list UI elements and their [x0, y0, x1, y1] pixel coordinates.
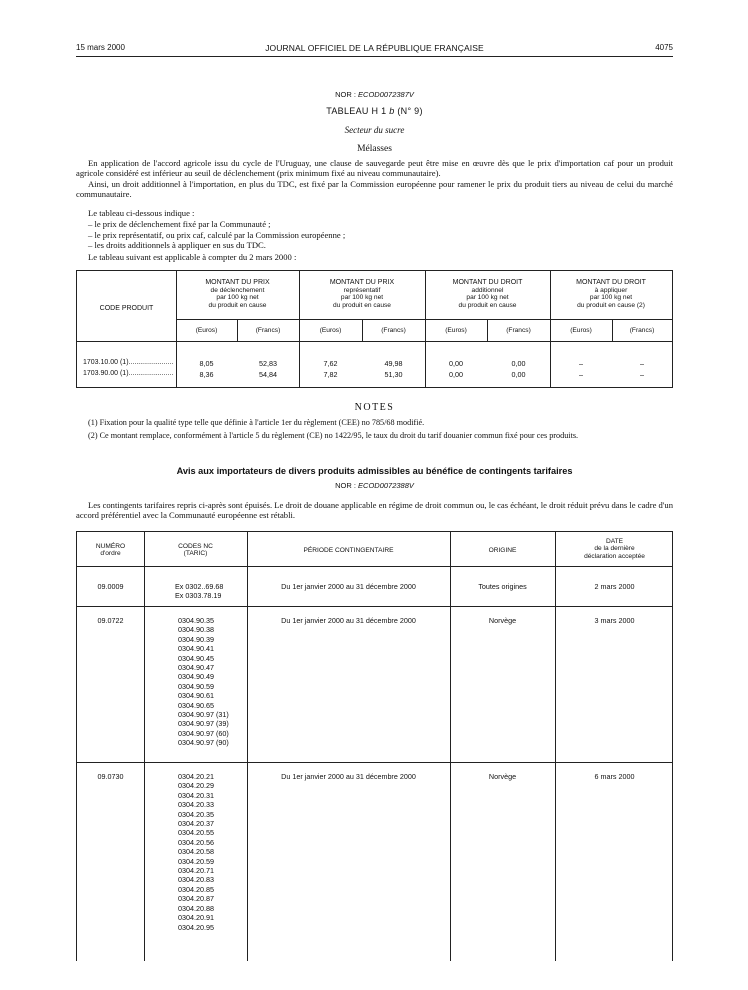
- paragraph-2: Ainsi, un droit additionnel à l'importation, en plus du TDC, est fixé par la Commission européenne pour ramener le prix du produit tiers au niveau de celui du marché communautaire.: [76, 179, 673, 200]
- table-cell: –: [640, 370, 644, 379]
- list-item: – les droits additionnels à appliquer en sus du TDC.: [88, 240, 266, 250]
- table-cell: –: [579, 370, 583, 379]
- table-title-letter: b: [389, 106, 395, 116]
- nc-code: 0304.90.59: [178, 681, 214, 691]
- paragraph-4: Le tableau suivant est applicable à compter du 2 mars 2000 :: [88, 252, 297, 262]
- table-cell: –: [640, 359, 644, 368]
- code-column-header: CODE PRODUIT: [99, 305, 154, 312]
- table-cell: 0,00: [449, 359, 463, 368]
- table-cell: 51,30: [384, 370, 403, 379]
- table-rule: [555, 532, 556, 961]
- table-cell: 0,00: [511, 359, 526, 368]
- nc-code: Ex 0303.78.19: [175, 591, 222, 601]
- header-journal-title: JOURNAL OFFICIEL DE LA RÉPUBLIQUE FRANÇAISE: [265, 43, 484, 53]
- notes-title: NOTES: [354, 402, 395, 413]
- table-cell: 7,62: [323, 359, 338, 368]
- nc-code: 0304.90.39: [178, 634, 214, 644]
- row-date: 2 mars 2000: [594, 582, 635, 591]
- row-numero: 09.0730: [97, 772, 124, 781]
- table-title-suffix: (N° 9): [397, 106, 423, 116]
- row-date: 6 mars 2000: [594, 772, 635, 781]
- row-periode: Du 1er janvier 2000 au 31 décembre 2000: [281, 616, 416, 625]
- nc-code: 0304.20.35: [178, 809, 214, 819]
- nc-code: 0304.20.71: [178, 866, 214, 876]
- column-group-header: MONTANT DU DROIT additionnel par 100 kg net du produit en cause: [452, 279, 523, 309]
- row-codes: [178, 616, 229, 748]
- table-cell: 52,83: [259, 359, 277, 368]
- table-title-prefix: TABLEAU H 1: [326, 106, 387, 116]
- table-cell: 8,05: [199, 359, 214, 368]
- table-title: [76, 106, 673, 116]
- row-periode: Du 1er janvier 2000 au 31 décembre 2000: [281, 772, 416, 781]
- nc-code: 0304.90.35: [178, 616, 214, 625]
- header-date: 15 mars 2000: [76, 43, 125, 52]
- table-rule: [144, 532, 145, 961]
- row-date: 3 mars 2000: [594, 616, 635, 625]
- header-numero: NUMÉRO d'ordre: [95, 543, 126, 558]
- row-periode: Du 1er janvier 2000 au 31 décembre 2000: [281, 582, 416, 591]
- unit-header-francs: (Francs): [381, 327, 406, 334]
- nc-code: 0304.20.87: [178, 894, 214, 904]
- note-1: (1) Fixation pour la qualité type telle que définie à l'article 1er du règlement (CEE) no 785/68 modifié.: [88, 418, 425, 427]
- nor-code: ECOD0072387V: [358, 90, 414, 99]
- table-rule: [77, 606, 672, 607]
- nc-code: 0304.20.31: [178, 790, 214, 800]
- nor-code: ECOD0072388V: [358, 481, 414, 490]
- unit-header-francs: (Francs): [506, 327, 531, 334]
- nor-label: NOR :: [335, 90, 356, 99]
- nc-code: 0304.20.58: [178, 847, 214, 857]
- nc-code: 0304.90.61: [178, 691, 214, 701]
- row-codes: [178, 772, 214, 932]
- header-origine: ORIGINE: [488, 547, 517, 554]
- nc-code: 0304.90.97 (31): [178, 710, 229, 720]
- table-cell: 8,36: [199, 370, 214, 379]
- table-rule: [176, 319, 672, 320]
- notice-paragraph: Les contingents tarifaires repris ci-après sont épuisés. Le droit de douane applicable en régime de droit commun ou, le cas échéant, le droit réduit prévu dans le cadre d'un accord préférentiel avec la Communauté européenne est rétabli.: [76, 500, 673, 521]
- nor-reference-2: [76, 481, 673, 490]
- nc-code: 0304.90.41: [178, 644, 214, 654]
- product-code: 1703.10.00 (1).......................: [83, 359, 174, 366]
- header-rule: [76, 56, 673, 57]
- nc-code: 0304.20.91: [178, 913, 214, 923]
- row-codes: [175, 582, 223, 601]
- nor-label: NOR :: [335, 481, 356, 490]
- row-origine: Toutes origines: [478, 582, 527, 591]
- nc-code: 0304.20.88: [178, 903, 214, 913]
- nc-code: Ex 0302..69.68: [175, 582, 224, 591]
- product-code: 1703.90.00 (1).......................: [83, 370, 174, 377]
- table-rule: [77, 341, 672, 342]
- nc-code: 0304.20.37: [178, 819, 214, 829]
- row-origine: Norvège: [488, 772, 517, 781]
- table-cell: 0,00: [449, 370, 463, 379]
- list-item: – le prix de déclenchement fixé par la Communauté ;: [88, 219, 271, 229]
- unit-header-euros: (Euros): [195, 327, 218, 334]
- row-numero: 09.0009: [97, 582, 124, 591]
- header-periode: PÉRIODE CONTINGENTAIRE: [303, 547, 394, 554]
- nc-code: 0304.90.49: [178, 672, 214, 682]
- header-date: DATE de la dernière déclaration acceptée: [584, 538, 645, 560]
- unit-header-euros: (Euros): [445, 327, 467, 334]
- nc-code: 0304.90.97 (39): [178, 719, 229, 729]
- nc-code: 0304.20.33: [178, 800, 214, 810]
- nc-code: 0304.90.65: [178, 700, 214, 710]
- header-codes: CODES NC (TARIC): [178, 543, 213, 558]
- column-group-header: MONTANT DU PRIX représentatif par 100 kg net du produit en cause: [329, 279, 395, 309]
- table-cell: 49,98: [384, 359, 403, 368]
- sector-subtitle: Secteur du sucre: [344, 125, 405, 135]
- table-cell: –: [579, 359, 583, 368]
- row-origine: Norvège: [488, 616, 517, 625]
- unit-header-euros: (Euros): [319, 327, 342, 334]
- column-group-header: MONTANT DU DROIT à appliquer par 100 kg net du produit en cause (2): [576, 279, 646, 309]
- nc-code: 0304.90.45: [178, 653, 214, 663]
- unit-header-francs: (Francs): [255, 327, 281, 334]
- nc-code: 0304.20.83: [178, 875, 214, 885]
- nc-code: 0304.90.47: [178, 663, 214, 673]
- table-rule: [77, 566, 672, 567]
- section-heading: Mélasses: [357, 144, 392, 154]
- nc-code: 0304.20.29: [178, 781, 214, 791]
- table-cell: 7,82: [323, 370, 338, 379]
- nc-code: 0304.20.55: [178, 828, 214, 838]
- table-rule: [450, 532, 451, 961]
- note-2: (2) Ce montant remplace, conformément à l'article 5 du règlement (CE) no 1422/95, le taux du droit du tarif douanier commun fixé pour ces produits.: [88, 431, 579, 440]
- table-rule: [247, 532, 248, 961]
- nc-code: 0304.20.59: [178, 856, 214, 866]
- table-cell: 54,84: [259, 370, 277, 379]
- paragraph-3: Le tableau ci-dessous indique :: [88, 208, 195, 218]
- nc-code: 0304.90.38: [178, 625, 214, 635]
- header-page-number: 4075: [655, 43, 673, 52]
- nor-reference-1: [76, 90, 673, 99]
- table-cell: 0,00: [511, 370, 526, 379]
- nc-code: 0304.20.56: [178, 837, 214, 847]
- column-group-header: MONTANT DU PRIX de déclenchement par 100 kg net du produit en cause: [205, 279, 270, 309]
- quota-table: [76, 531, 673, 961]
- nc-code: 0304.20.21: [178, 772, 214, 781]
- nc-code: 0304.20.95: [178, 922, 214, 932]
- running-header: [76, 43, 673, 55]
- list-item: – le prix représentatif, ou prix caf, calculé par la Commission européenne ;: [88, 230, 346, 240]
- nc-code: 0304.90.97 (90): [178, 738, 229, 748]
- paragraph-1: En application de l'accord agricole issu du cycle de l'Uruguay, une clause de sauvegarde peut être mise en œuvre dès que le prix d'importation caf pour un produit agricole considéré est inférieur au seuil de déclenchement (prix minimum fixé au niveau communautaire).: [76, 158, 673, 179]
- nc-code: 0304.20.85: [178, 884, 214, 894]
- nc-code: 0304.90.97 (60): [178, 728, 229, 738]
- price-table: [76, 270, 673, 388]
- notice-title: Avis aux importateurs de divers produits admissibles au bénéfice de contingents tarifaires: [176, 466, 573, 476]
- row-numero: 09.0722: [97, 616, 124, 625]
- unit-header-francs: (Francs): [629, 327, 655, 334]
- table-rule: [77, 762, 672, 763]
- unit-header-euros: (Euros): [570, 327, 592, 334]
